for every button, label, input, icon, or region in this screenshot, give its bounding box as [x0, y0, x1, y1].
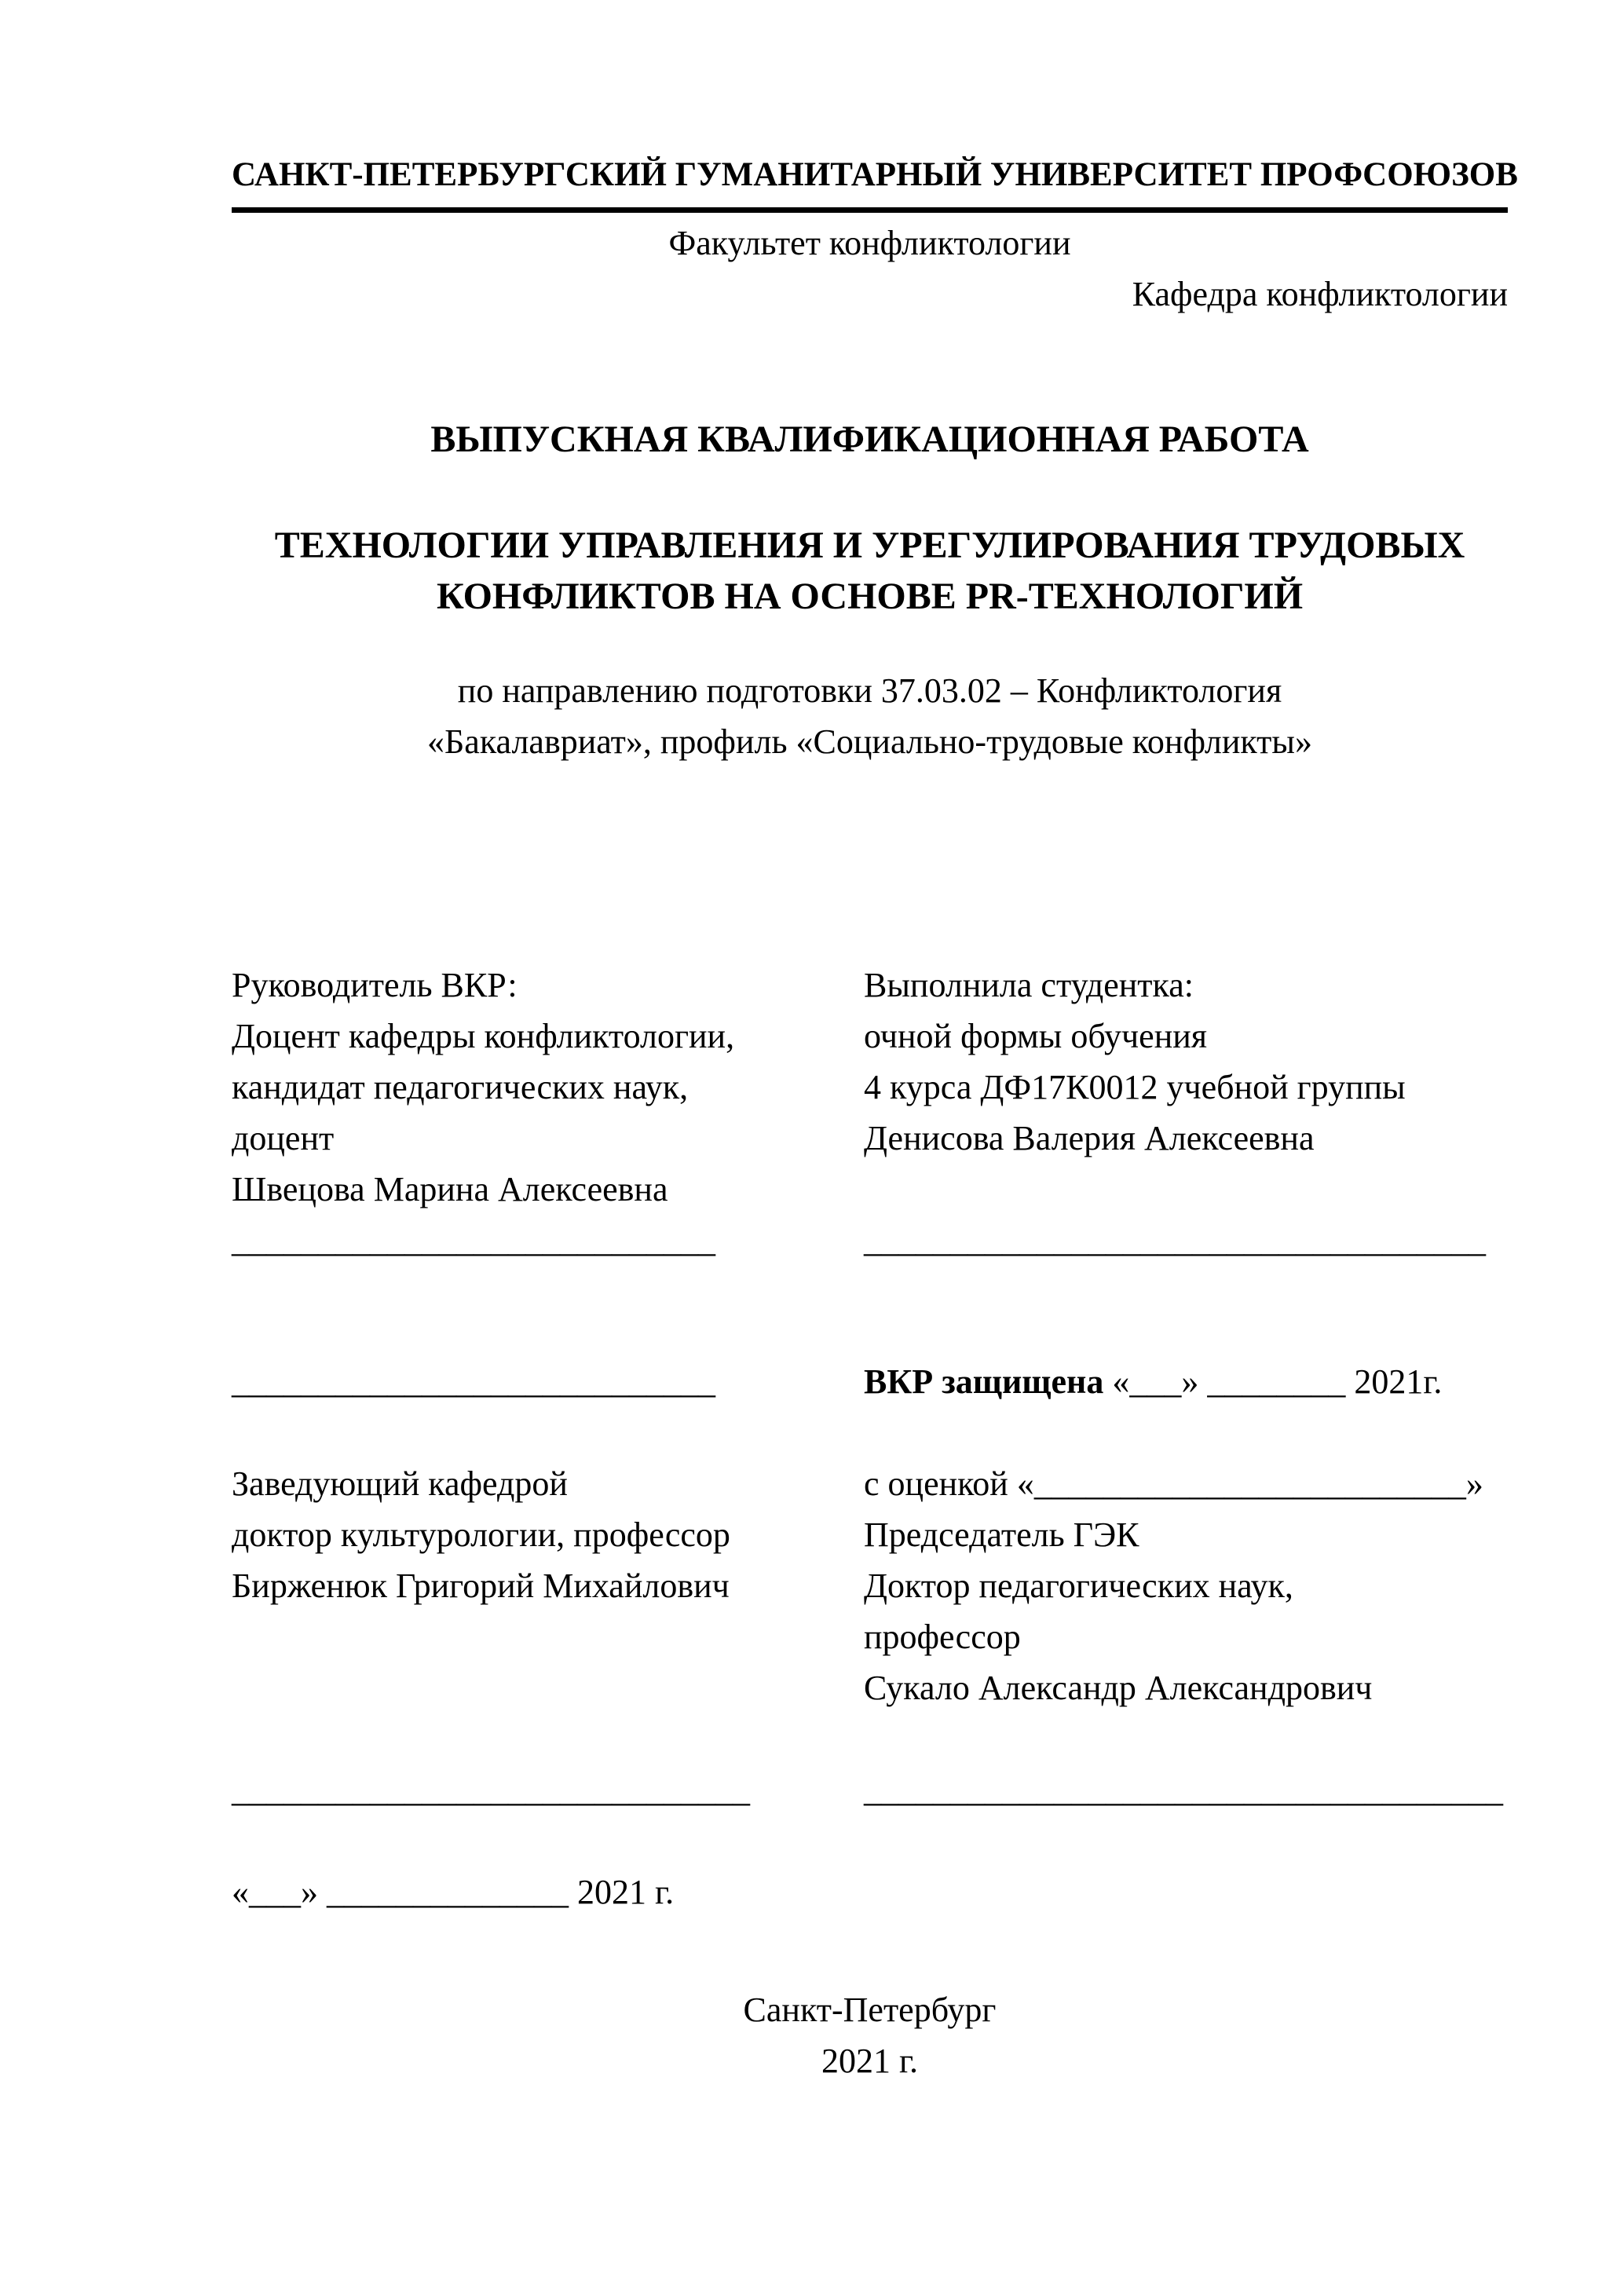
thesis-title-line-2: КОНФЛИКТОВ НА ОСНОВЕ PR-ТЕХНОЛОГИЙ: [436, 575, 1304, 617]
supervisor-position-1: Доцент кафедры конфликтологии,: [232, 1016, 735, 1055]
supervisor-name: Швецова Марина Алексеевна: [232, 1169, 668, 1208]
defense-left-column: [232, 1356, 864, 1407]
approval-block: [232, 1458, 1508, 1918]
university-name: САНКТ-ПЕТЕРБУРГСКИЙ ГУМАНИТАРНЫЙ УНИВЕРСИТЕТ ПРОФСОЮЗОВ: [232, 154, 1508, 213]
spacer-row: [232, 1662, 864, 1713]
spacer-row: [232, 1815, 864, 1866]
head-position: доктор культурологии, профессор: [232, 1515, 730, 1554]
signatories-block: [232, 960, 1508, 1266]
supervisor-position-3: доцент: [232, 1118, 335, 1157]
committee-chair-label: Председатель ГЭК: [864, 1515, 1139, 1554]
spacer-row: [864, 1164, 1508, 1215]
program-block: [232, 665, 1508, 767]
student-column: [864, 960, 1508, 1266]
program-line: по направлению подготовки 37.03.02 – Конфликтология: [457, 671, 1282, 710]
thesis-title-line-1: ТЕХНОЛОГИИ УПРАВЛЕНИЯ И УРЕГУЛИРОВАНИЯ ТРУДОВЫХ: [274, 524, 1465, 566]
city-line: Санкт-Петербург: [743, 1990, 997, 2029]
head-name: Бирженюк Григорий Михайлович: [232, 1566, 730, 1605]
spacer-row: [232, 1611, 864, 1662]
defense-right-column: [864, 1356, 1508, 1407]
defense-label: ВКР защищена: [864, 1362, 1104, 1401]
head-of-department-column: [232, 1458, 864, 1918]
thesis-title: [232, 520, 1508, 622]
supervisor-signature-line: ____________________________: [232, 1220, 715, 1260]
faculty-line: Факультет конфликтологии: [668, 223, 1071, 262]
grade-line: [864, 1458, 1508, 1509]
head-signature-line-upper: ____________________________: [232, 1362, 715, 1401]
year-line: 2021 г.: [821, 2041, 919, 2080]
chair-position-1: Доктор педагогических наук,: [864, 1566, 1293, 1605]
grade-blank: _________________________: [1033, 1464, 1466, 1503]
student-name: Денисова Валерия Алексеевна: [864, 1118, 1315, 1157]
student-study-form: очной формы обучения: [864, 1016, 1208, 1055]
head-date-line: «___» ______________ 2021 г.: [232, 1872, 675, 1911]
spacer-row: [864, 1713, 1508, 1764]
grade-suffix: »: [1465, 1464, 1483, 1503]
chair-signature-line: _____________________________________: [864, 1770, 1503, 1809]
grade-prefix: с оценкой «: [864, 1464, 1034, 1503]
head-signature-line: ______________________________: [232, 1770, 750, 1809]
defense-block: [232, 1356, 1508, 1407]
department-line: Кафедра конфликтологии: [1132, 274, 1508, 313]
profile-line: «Бакалавриат», профиль «Социально-трудовые конфликты»: [427, 722, 1312, 761]
defense-date-line: [864, 1356, 1508, 1407]
supervisor-position-2: кандидат педагогических наук,: [232, 1067, 689, 1106]
work-type-title: ВЫПУСКНАЯ КВАЛИФИКАЦИОННАЯ РАБОТА: [430, 418, 1309, 460]
supervisor-column: [232, 960, 864, 1266]
supervisor-label: Руководитель ВКР:: [232, 965, 518, 1004]
page-footer: [232, 1984, 1508, 2086]
chair-name: Сукало Александр Александрович: [864, 1668, 1373, 1707]
spacer-row: [232, 1713, 864, 1764]
chair-position-2: профессор: [864, 1617, 1021, 1656]
defense-date-blanks: «___» ________ 2021г.: [1103, 1362, 1443, 1401]
student-label: Выполнила студентка:: [864, 965, 1194, 1004]
page-header: [232, 154, 1518, 320]
committee-column: [864, 1458, 1508, 1918]
student-signature-line: ____________________________________: [864, 1220, 1486, 1260]
head-label: Заведующий кафедрой: [232, 1464, 568, 1503]
student-group: 4 курса ДФ17К0012 учебной группы: [864, 1067, 1406, 1106]
